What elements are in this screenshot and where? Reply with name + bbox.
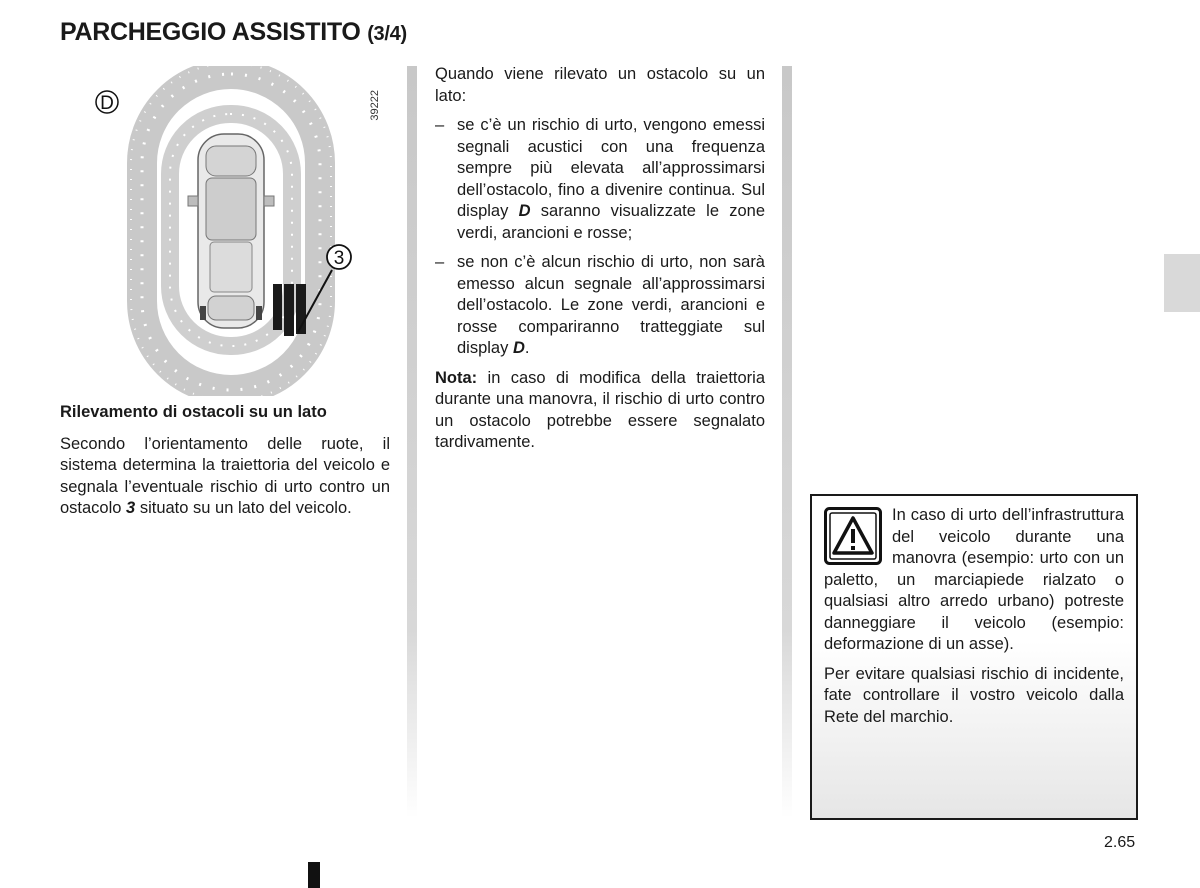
warning-triangle-icon bbox=[824, 507, 882, 565]
bullet2-text-1: se non c’è alcun rischio di urto, non sarà emesso alcun segnale all’approssimarsi dell’ostacolo. Le zone verdi, arancioni e rosse compariranno tratteggiate sul display bbox=[457, 253, 765, 357]
image-code: 39222 bbox=[369, 90, 381, 121]
parking-display-diagram bbox=[60, 66, 390, 396]
section-thumb-tab bbox=[1164, 254, 1200, 312]
warning-box bbox=[810, 494, 1138, 820]
bullet1-text-2: saranno visualizzate le zone verdi, arancioni e rosse; bbox=[457, 202, 766, 242]
warning-paragraph-2: Per evitare qualsiasi rischio di incidente, fate controllare il vostro veicolo dalla Rete del marchio. bbox=[824, 664, 1124, 726]
crop-mark bbox=[308, 862, 320, 888]
vehicle-top-view bbox=[188, 134, 274, 328]
callout-number: 3 bbox=[333, 248, 345, 269]
note-label: Nota: bbox=[435, 368, 478, 387]
note-text: in caso di modifica della traiettoria durante una manovra, il rischio di urto contro un ostacolo potrebbe essere segnalato tardivamente. bbox=[435, 368, 765, 451]
list-item bbox=[435, 252, 765, 360]
intro-text: Quando viene rilevato un ostacolo su un lato: bbox=[435, 65, 765, 105]
column-divider-left bbox=[407, 66, 417, 818]
column-divider-right bbox=[782, 66, 792, 818]
left-paragraph bbox=[60, 434, 390, 520]
bullet1-text-1: se c’è un rischio di urto, vengono emessi segnali acustici con una frequenza sempre più elevata all’approssimarsi dell’ostacolo, fino a divenire continua. Sul display bbox=[457, 116, 765, 220]
page-title bbox=[60, 18, 407, 47]
warning-paragraph-1: In caso di urto dell’infrastruttura del veicolo durante una manovra (esempio: urto con un paletto, un marciapiede rialzato o qualsiasi altro arredo urbano) potreste danneggiare il veicolo (esempio: deformazione di un asse). bbox=[824, 506, 1124, 653]
title-part: (3/4) bbox=[367, 23, 407, 45]
bullet2-text-2: . bbox=[524, 339, 530, 357]
middle-column bbox=[435, 64, 765, 462]
bullet2-ref: D bbox=[512, 339, 525, 357]
left-paragraph-ref: 3 bbox=[126, 499, 136, 517]
list-item bbox=[435, 115, 765, 244]
left-paragraph-text-2: situato su un lato del veicolo. bbox=[135, 499, 352, 517]
note-paragraph bbox=[435, 368, 765, 454]
section-heading: Rilevamento di ostacoli su un lato bbox=[60, 403, 327, 421]
display-label: D bbox=[100, 93, 114, 114]
bullet1-ref: D bbox=[518, 202, 531, 220]
bullet-list bbox=[435, 115, 765, 360]
page-number: 2.65 bbox=[1104, 834, 1136, 851]
left-paragraph-text-1: Secondo l’orientamento delle ruote, il sistema determina la traiettoria del veicolo e segnala l’eventuale rischio di urto contro un ostacolo bbox=[60, 434, 390, 517]
title-text: PARCHEGGIO ASSISTITO bbox=[60, 18, 361, 46]
left-column bbox=[60, 402, 390, 520]
